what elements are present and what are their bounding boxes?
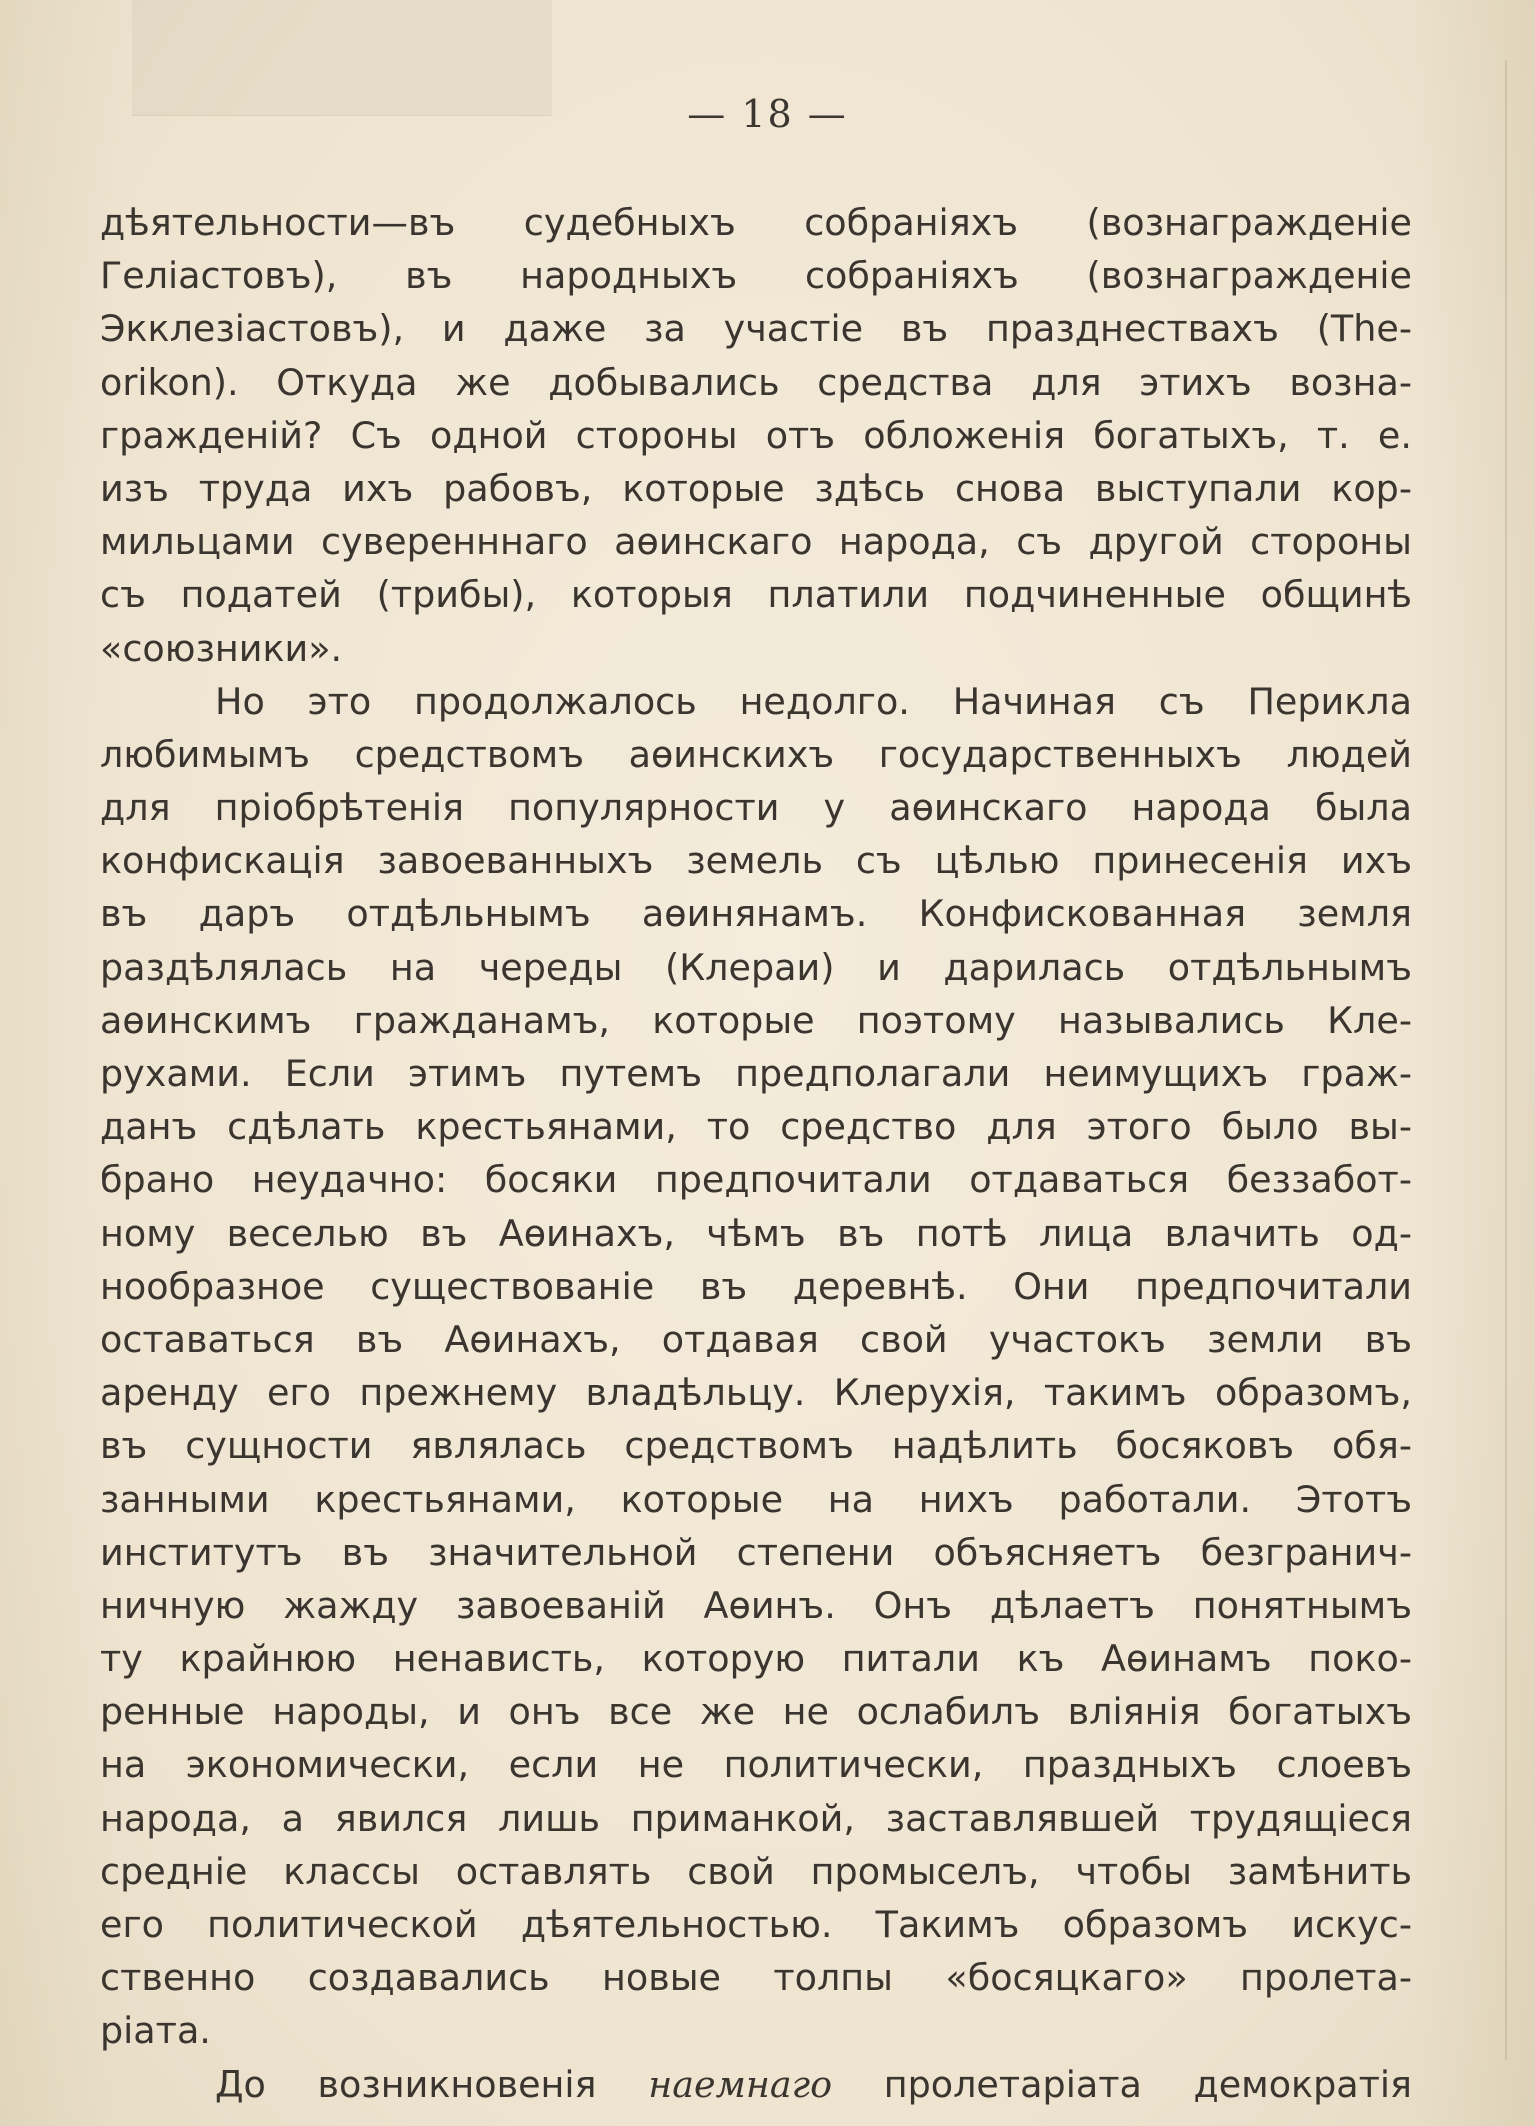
text-line: любимымъ средствомъ аѳинскихъ государственныхъ людей: [100, 732, 1412, 776]
page-edge-shadow: [1505, 60, 1507, 2060]
text-line: Геліастовъ), въ народныхъ собраніяхъ (вознагражденіе: [100, 254, 1412, 298]
text-line: «союзники».: [100, 626, 343, 670]
text-line: народа, а явился лишь приманкой, заставлявшей трудящіеся: [100, 1796, 1412, 1840]
text-line: брано неудачно: босяки предпочитали отдаваться беззабот-: [100, 1158, 1412, 1202]
text-line: рухами. Если этимъ путемъ предполагали неимущихъ граж-: [100, 1052, 1412, 1095]
text-line: гражденій? Съ одной стороны отъ обложенія богатыхъ, т. е.: [100, 413, 1412, 457]
paragraph-first-line: Но это продолжалось недолго. Начиная съ Перикла: [215, 679, 1412, 723]
text-line: средніе классы оставлять свой промыселъ, чтобы замѣнить: [100, 1849, 1412, 1893]
text-line: ту крайнюю ненависть, которую питали къ Аѳинамъ поко-: [100, 1637, 1412, 1681]
italic-word: наемнаго: [648, 2062, 833, 2106]
text-line: раздѣлялась на череды (Клераи) и дарилась отдѣльнымъ: [100, 945, 1412, 989]
text-line: на экономически, если не политически, праздныхъ слоевъ: [100, 1743, 1412, 1787]
text-line: ріата.: [100, 2009, 211, 2053]
text-line: Экклезіастовъ), и даже за участіе въ празднествахъ (The-: [100, 307, 1412, 351]
text-line: аренду его прежнему владѣльцу. Клерухія, такимъ образомъ,: [100, 1371, 1412, 1415]
text-line: ственно создавались новые толпы «босяцкаго» пролета-: [100, 1956, 1412, 2000]
final-line-start: До возникновенія: [215, 2062, 649, 2106]
text-line: занными крестьянами, которые на нихъ работали. Этотъ: [100, 1477, 1412, 1521]
text-line: аѳинскимъ гражданамъ, которые поэтому назывались Кле-: [100, 998, 1412, 1042]
paragraph-first-line: [100, 2058, 1412, 2111]
body-text: [100, 196, 1412, 2111]
text-line: институтъ въ значительной степени объясняетъ безгранич-: [100, 1530, 1412, 1574]
text-line: его политической дѣятельностью. Такимъ образомъ искус-: [100, 1903, 1412, 1946]
text-line: для пріобрѣтенія популярности у аѳинскаго народа была: [100, 786, 1412, 830]
final-line-end: пролетаріата демократія: [832, 2062, 1412, 2106]
text-line: въ даръ отдѣльнымъ аѳинянамъ. Конфискованная земля: [100, 892, 1412, 936]
text-line: данъ сдѣлать крестьянами, то средство для этого было вы-: [100, 1105, 1412, 1149]
text-line: съ податей (трибы), которыя платили подчиненные общинѣ: [100, 573, 1412, 617]
text-line: ному веселью въ Аѳинахъ, чѣмъ въ потѣ лица влачить од-: [100, 1211, 1412, 1255]
page-number: — 18 —: [687, 92, 848, 136]
text-line: оставаться въ Аѳинахъ, отдавая свой участокъ земли въ: [100, 1317, 1412, 1361]
text-line: ренные народы, и онъ все же не ослабилъ вліянія богатыхъ: [100, 1690, 1412, 1734]
text-line: въ сущности являлась средствомъ надѣлить босяковъ обя-: [100, 1424, 1412, 1468]
text-line: ничную жажду завоеваній Аѳинъ. Онъ дѣлаетъ понятнымъ: [100, 1583, 1412, 1627]
text-line: orikon). Откуда же добывались средства для этихъ возна-: [100, 360, 1412, 404]
text-line: конфискація завоеванныхъ земель съ цѣлью принесенія ихъ: [100, 839, 1412, 883]
text-line: изъ труда ихъ рабовъ, которые здѣсь снова выступали кор-: [100, 466, 1412, 510]
text-line: дѣятельности—въ судебныхъ собраніяхъ (вознагражденіе: [100, 201, 1412, 244]
text-line: мильцами суверенннаго аѳинскаго народа, съ другой стороны: [100, 520, 1412, 564]
text-line: нообразное существованіе въ деревнѣ. Они предпочитали: [100, 1264, 1412, 1308]
